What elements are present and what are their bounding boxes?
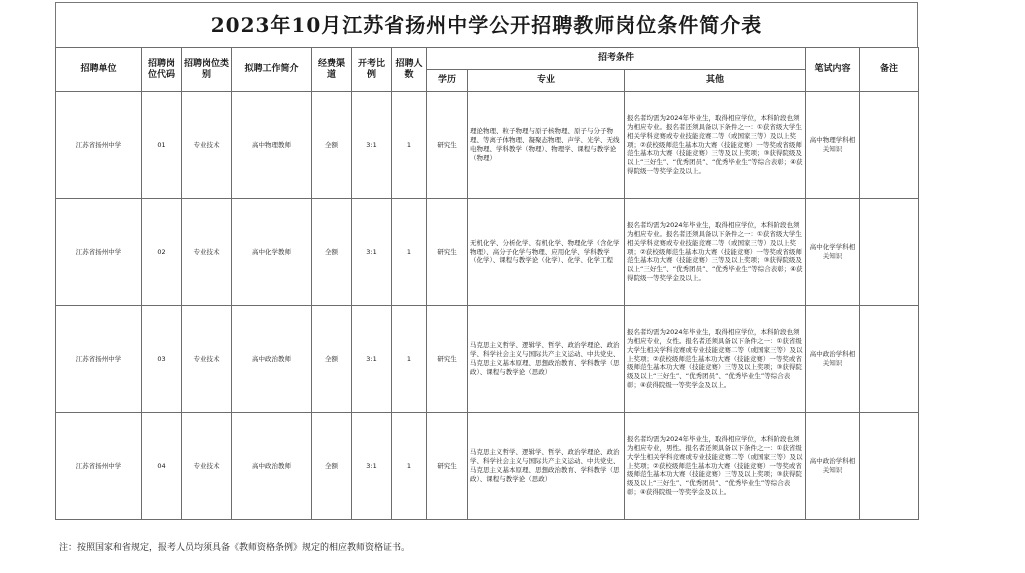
cell-code: 02 <box>142 199 182 306</box>
cell-education: 研究生 <box>427 413 468 520</box>
recruitment-table-sheet <box>55 2 918 537</box>
cell-remark <box>860 199 919 306</box>
table-row <box>56 306 919 413</box>
cell-category: 专业技术 <box>182 306 232 413</box>
cell-major: 无机化学、分析化学、有机化学、物理化学（含化学物理）、高分子化学与物理、应用化学、学科教学（化学）、课程与教学论（化学）、化学、化学工程 <box>468 199 625 306</box>
header-other: 其他 <box>625 70 806 92</box>
cell-funding: 全额 <box>312 306 352 413</box>
header-category: 招聘岗位类别 <box>182 48 232 92</box>
header-unit: 招聘单位 <box>56 48 142 92</box>
table-row <box>56 92 919 199</box>
cell-ratio: 3:1 <box>352 413 392 520</box>
cell-remark <box>860 306 919 413</box>
header-exam: 笔试内容 <box>806 48 860 92</box>
cell-unit: 江苏省扬州中学 <box>56 306 142 413</box>
header-funding: 经费渠道 <box>312 48 352 92</box>
cell-education: 研究生 <box>427 306 468 413</box>
cell-remark <box>860 413 919 520</box>
cell-major: 马克思主义哲学、逻辑学、哲学、政治学理论、政治学、科学社会主义与国际共产主义运动、中共党史、马克思主义基本原理、思想政治教育、学科教学（思政）、课程与教学论（思政） <box>468 413 625 520</box>
cell-other: 报名者均需为2024年毕业生，取得相应学位，本科阶段也须为相应专业。报名者还须具备以下条件之一：①获省级大学生相关学科竞赛或专业技能竞赛二等（或国家三等）及以上奖项；②获校级师范生基本功大赛（技能竞赛）一等奖或省级师范生基本功大赛（技能竞赛）三等及以上奖项；③获得院级及以上“三好生”、“优秀团员”、“优秀毕业生”等综合表彰；④获得院级一等奖学金及以上。 <box>625 199 806 306</box>
table-row <box>56 413 919 520</box>
cell-major: 理论物理、粒子物理与原子核物理、原子与分子物理、等离子体物理、凝聚态物理、声学、光学、无线电物理、学科教学（物理）、物理学、课程与教学论（物理） <box>468 92 625 199</box>
cell-count: 1 <box>392 199 427 306</box>
cell-intro: 高中政治教师 <box>232 306 312 413</box>
header-ratio: 开考比例 <box>352 48 392 92</box>
recruitment-table <box>55 47 919 520</box>
footnote: 注：按照国家和省规定，报考人员均须具备《教师资格条例》规定的相应教师资格证书。 <box>59 543 411 553</box>
cell-count: 1 <box>392 92 427 199</box>
cell-ratio: 3:1 <box>352 306 392 413</box>
cell-major: 马克思主义哲学、逻辑学、哲学、政治学理论、政治学、科学社会主义与国际共产主义运动、中共党史、马克思主义基本原理、思想政治教育、学科教学（思政）、课程与教学论（思政） <box>468 306 625 413</box>
cell-intro: 高中化学教师 <box>232 199 312 306</box>
cell-funding: 全额 <box>312 199 352 306</box>
cell-funding: 全额 <box>312 413 352 520</box>
cell-count: 1 <box>392 413 427 520</box>
cell-intro: 高中政治教师 <box>232 413 312 520</box>
cell-unit: 江苏省扬州中学 <box>56 92 142 199</box>
cell-exam: 高中化学学科相关知识 <box>806 199 860 306</box>
cell-intro: 高中物理教师 <box>232 92 312 199</box>
page-title: 2023年10月江苏省扬州中学公开招聘教师岗位条件简介表 <box>55 2 918 47</box>
header-remark: 备注 <box>860 48 919 92</box>
cell-count: 1 <box>392 306 427 413</box>
cell-exam: 高中政治学科相关知识 <box>806 306 860 413</box>
cell-code: 04 <box>142 413 182 520</box>
cell-ratio: 3:1 <box>352 92 392 199</box>
cell-code: 01 <box>142 92 182 199</box>
cell-other: 报名者均需为2024年毕业生，取得相应学位，本科阶段也须为相应专业。报名者还须具备以下条件之一：①获省级大学生相关学科竞赛或专业技能竞赛二等（或国家三等）及以上奖项；②获校级师范生基本功大赛（技能竞赛）一等奖或省级师范生基本功大赛（技能竞赛）三等及以上奖项；③获得院级及以上“三好生”、“优秀团员”、“优秀毕业生”等综合表彰；④获得院级一等奖学金及以上。 <box>625 92 806 199</box>
cell-unit: 江苏省扬州中学 <box>56 199 142 306</box>
cell-other: 报名者均需为2024年毕业生，取得相应学位，本科阶段也须为相应专业，女性。报名者还须具备以下条件之一：①获省级大学生相关学科竞赛或专业技能竞赛二等（或国家三等）及以上奖项；②获校级师范生基本功大赛（技能竞赛）一等奖或省级师范生基本功大赛（技能竞赛）三等及以上奖项；③获得院级及以上“三好生”、“优秀团员”、“优秀毕业生”等综合表彰；④获得院级一等奖学金及以上。 <box>625 306 806 413</box>
table-row <box>56 199 919 306</box>
cell-education: 研究生 <box>427 199 468 306</box>
header-intro: 拟聘工作简介 <box>232 48 312 92</box>
cell-category: 专业技术 <box>182 199 232 306</box>
header-conditions: 招考条件 <box>427 48 806 70</box>
header-count: 招聘人数 <box>392 48 427 92</box>
cell-other: 报名者均需为2024年毕业生，取得相应学位，本科阶段也须为相应专业，男性。报名者还须具备以下条件之一：①获省级大学生相关学科竞赛或专业技能竞赛二等（或国家三等）及以上奖项；②获校级师范生基本功大赛（技能竞赛）一等奖或省级师范生基本功大赛（技能竞赛）三等及以上奖项；③获得院级及以上“三好生”、“优秀团员”、“优秀毕业生”等综合表彰；④获得院级一等奖学金及以上。 <box>625 413 806 520</box>
cell-remark <box>860 92 919 199</box>
cell-ratio: 3:1 <box>352 199 392 306</box>
cell-education: 研究生 <box>427 92 468 199</box>
header-code: 招聘岗位代码 <box>142 48 182 92</box>
cell-code: 03 <box>142 306 182 413</box>
header-major: 专业 <box>468 70 625 92</box>
cell-exam: 高中物理学科相关知识 <box>806 92 860 199</box>
cell-funding: 全额 <box>312 92 352 199</box>
cell-unit: 江苏省扬州中学 <box>56 413 142 520</box>
cell-category: 专业技术 <box>182 92 232 199</box>
cell-category: 专业技术 <box>182 413 232 520</box>
cell-exam: 高中政治学科相关知识 <box>806 413 860 520</box>
header-education: 学历 <box>427 70 468 92</box>
